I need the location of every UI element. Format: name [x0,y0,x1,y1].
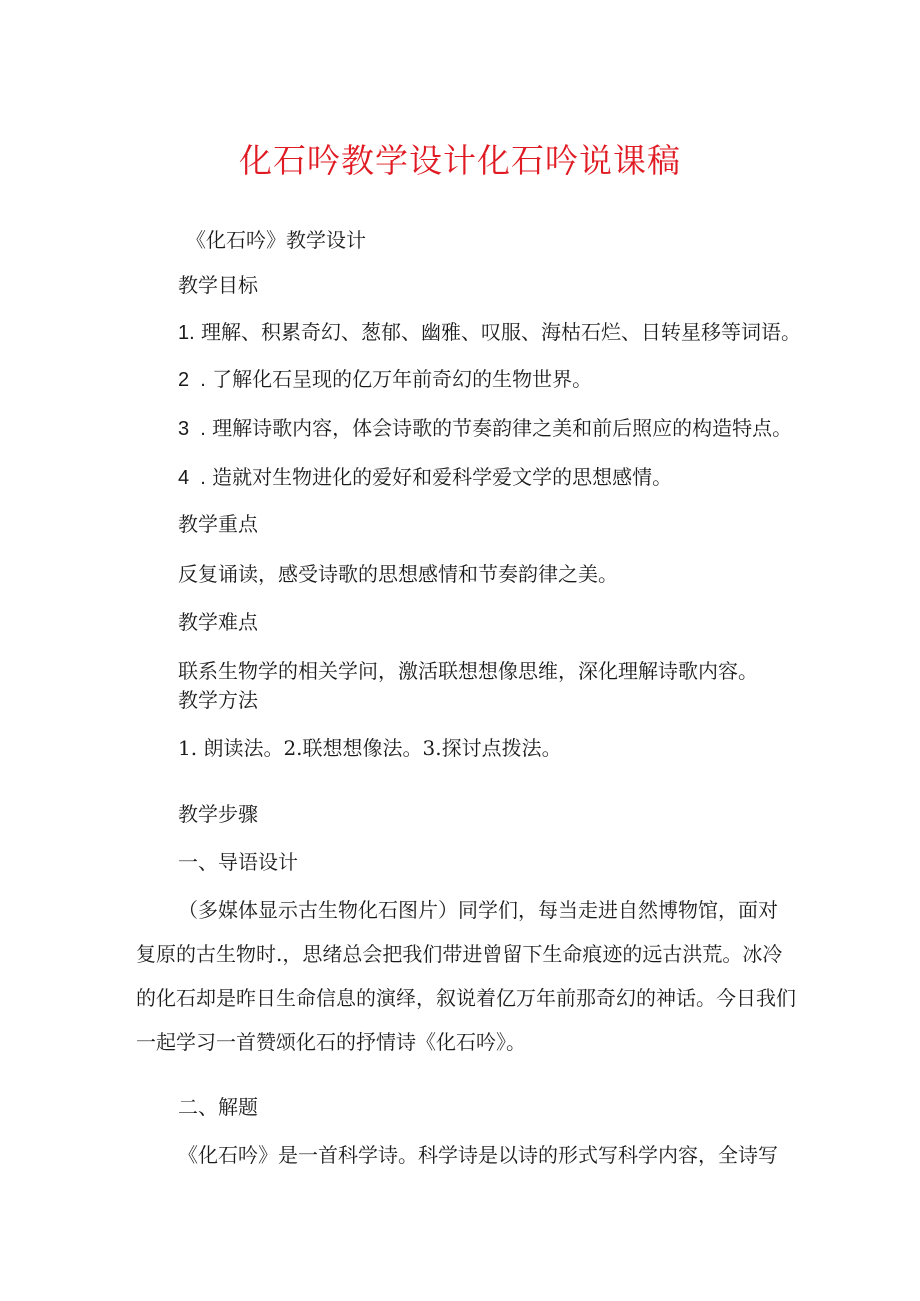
difficulties-heading: 教学难点 [178,610,258,634]
goal-item-text: 造就对生物进化的爱好和爱科学爱文学的思想感情。 [212,465,673,489]
methods-text: 1. 朗读法。2.联想想像法。3.探讨点拨法。 [178,736,562,760]
goal-item-text: 理解诗歌内容，体会诗歌的节奏韵律之美和前后照应的构造特点。 [212,416,793,440]
goals-heading: 教学目标 [178,273,258,297]
section-heading-intro: 一、导语设计 [178,850,298,874]
goal-item-text: 理解、积累奇幻、葱郁、幽雅、叹服、海枯石烂、日转星移等词语。 [201,320,802,344]
difficulties-text: 联系生物学的相关学问，激活联想想像思维，深化理解诗歌内容。 [178,659,758,683]
steps-heading: 教学步骤 [178,802,258,826]
goal-item-3 [178,416,792,441]
methods-heading: 教学方法 [178,688,258,712]
goal-item-number: 1. [178,322,195,344]
goal-item-4 [178,465,672,490]
goal-item-number: 4 . [178,467,206,489]
goal-item-2 [178,367,592,392]
goal-item-number: 2 . [178,369,206,391]
section-heading-title-explanation: 二、解题 [178,1095,258,1119]
document-title: 化石吟教学设计化石吟说课稿 [239,141,681,180]
goal-item-text: 了解化石呈现的亿万年前奇幻的生物世界。 [212,367,593,391]
subtitle: 《化石吟》教学设计 [186,228,366,252]
key-points-text: 反复诵读，感受诗歌的思想感情和节奏韵律之美。 [178,562,618,586]
intro-paragraph: （多媒体显示古生物化石图片）同学们，每当走进自然博物馆，面对复原的古生物时.，思绪总会把我们带进曾留下生命痕迹的远古洪荒。冰冷的化石却是昨日生命信息的演绎，叙说着亿万年前那奇幻的神话。今日我们一起学习一首赞颂化石的抒情诗《化石吟》。 [136,898,796,1054]
key-points-heading: 教学重点 [178,512,258,536]
goal-item-1 [178,320,801,345]
goal-item-number: 3 . [178,418,206,440]
title-explanation-paragraph: 《化石吟》是一首科学诗。科学诗是以诗的形式写科学内容，全诗写 [178,1143,778,1167]
